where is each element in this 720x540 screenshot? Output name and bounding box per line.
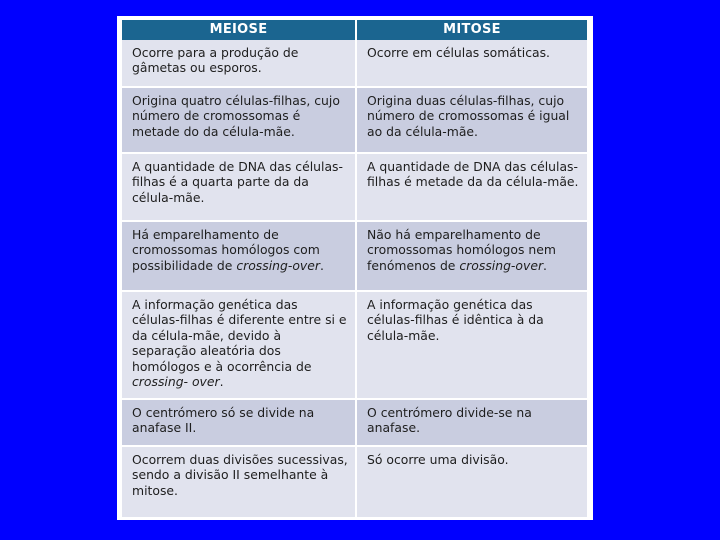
header-mitose: MITOSE — [357, 20, 587, 40]
cell-meiose-3: A quantidade de DNA das células-filhas é a quarta parte da da célula-mãe. — [122, 154, 357, 222]
meiose-mitose-table — [122, 20, 587, 517]
cell-meiose-7: Ocorrem duas divisões sucessivas, sendo a divisão II semelhante à mitose. — [122, 447, 357, 517]
cell-mitose-4-term: crossing-over — [459, 257, 544, 273]
cell-meiose-5-end: . — [219, 374, 224, 390]
cell-mitose-4 — [357, 222, 587, 292]
cell-meiose-1: Ocorre para a produção de gâmetas ou esporos. — [122, 40, 357, 88]
cell-meiose-4 — [122, 222, 357, 292]
cell-mitose-4-end: . — [543, 257, 547, 273]
cell-mitose-7: Só ocorre uma divisão. — [357, 447, 587, 517]
cell-meiose-4-end: . — [319, 257, 324, 273]
cell-meiose-5-text: A informação genética das células-filhas é diferente entre si e da célula-mãe, devido à separação aleatória dos homólogos e à ocorrência de — [132, 297, 347, 374]
cell-meiose-4-text: Há emparelhamento de cromossomas homólogos com possibilidade de — [132, 227, 320, 273]
header-meiose: MEIOSE — [122, 20, 357, 40]
cell-mitose-2: Origina duas células-filhas, cujo número de cromossomas é igual ao da célula-mãe. — [357, 88, 587, 154]
cell-meiose-4-term: crossing-over — [236, 257, 320, 273]
cell-meiose-5 — [122, 292, 357, 400]
cell-mitose-3: A quantidade de DNA das células-filhas é metade da da célula-mãe. — [357, 154, 587, 222]
comparison-card — [117, 16, 593, 520]
cell-meiose-5-term: crossing- over — [132, 374, 220, 390]
cell-meiose-6: O centrómero só se divide na anafase II. — [122, 400, 357, 447]
cell-mitose-5: A informação genética das células-filhas é idêntica à da célula-mãe. — [357, 292, 587, 400]
cell-meiose-2: Origina quatro células-filhas, cujo número de cromossomas é metade do da célula-mãe. — [122, 88, 357, 154]
cell-mitose-1: Ocorre em células somáticas. — [357, 40, 587, 88]
cell-mitose-6: O centrómero divide-se na anafase. — [357, 400, 587, 447]
cell-mitose-4-text: Não há emparelhamento de cromossomas homólogos nem fenómenos de — [367, 227, 556, 273]
